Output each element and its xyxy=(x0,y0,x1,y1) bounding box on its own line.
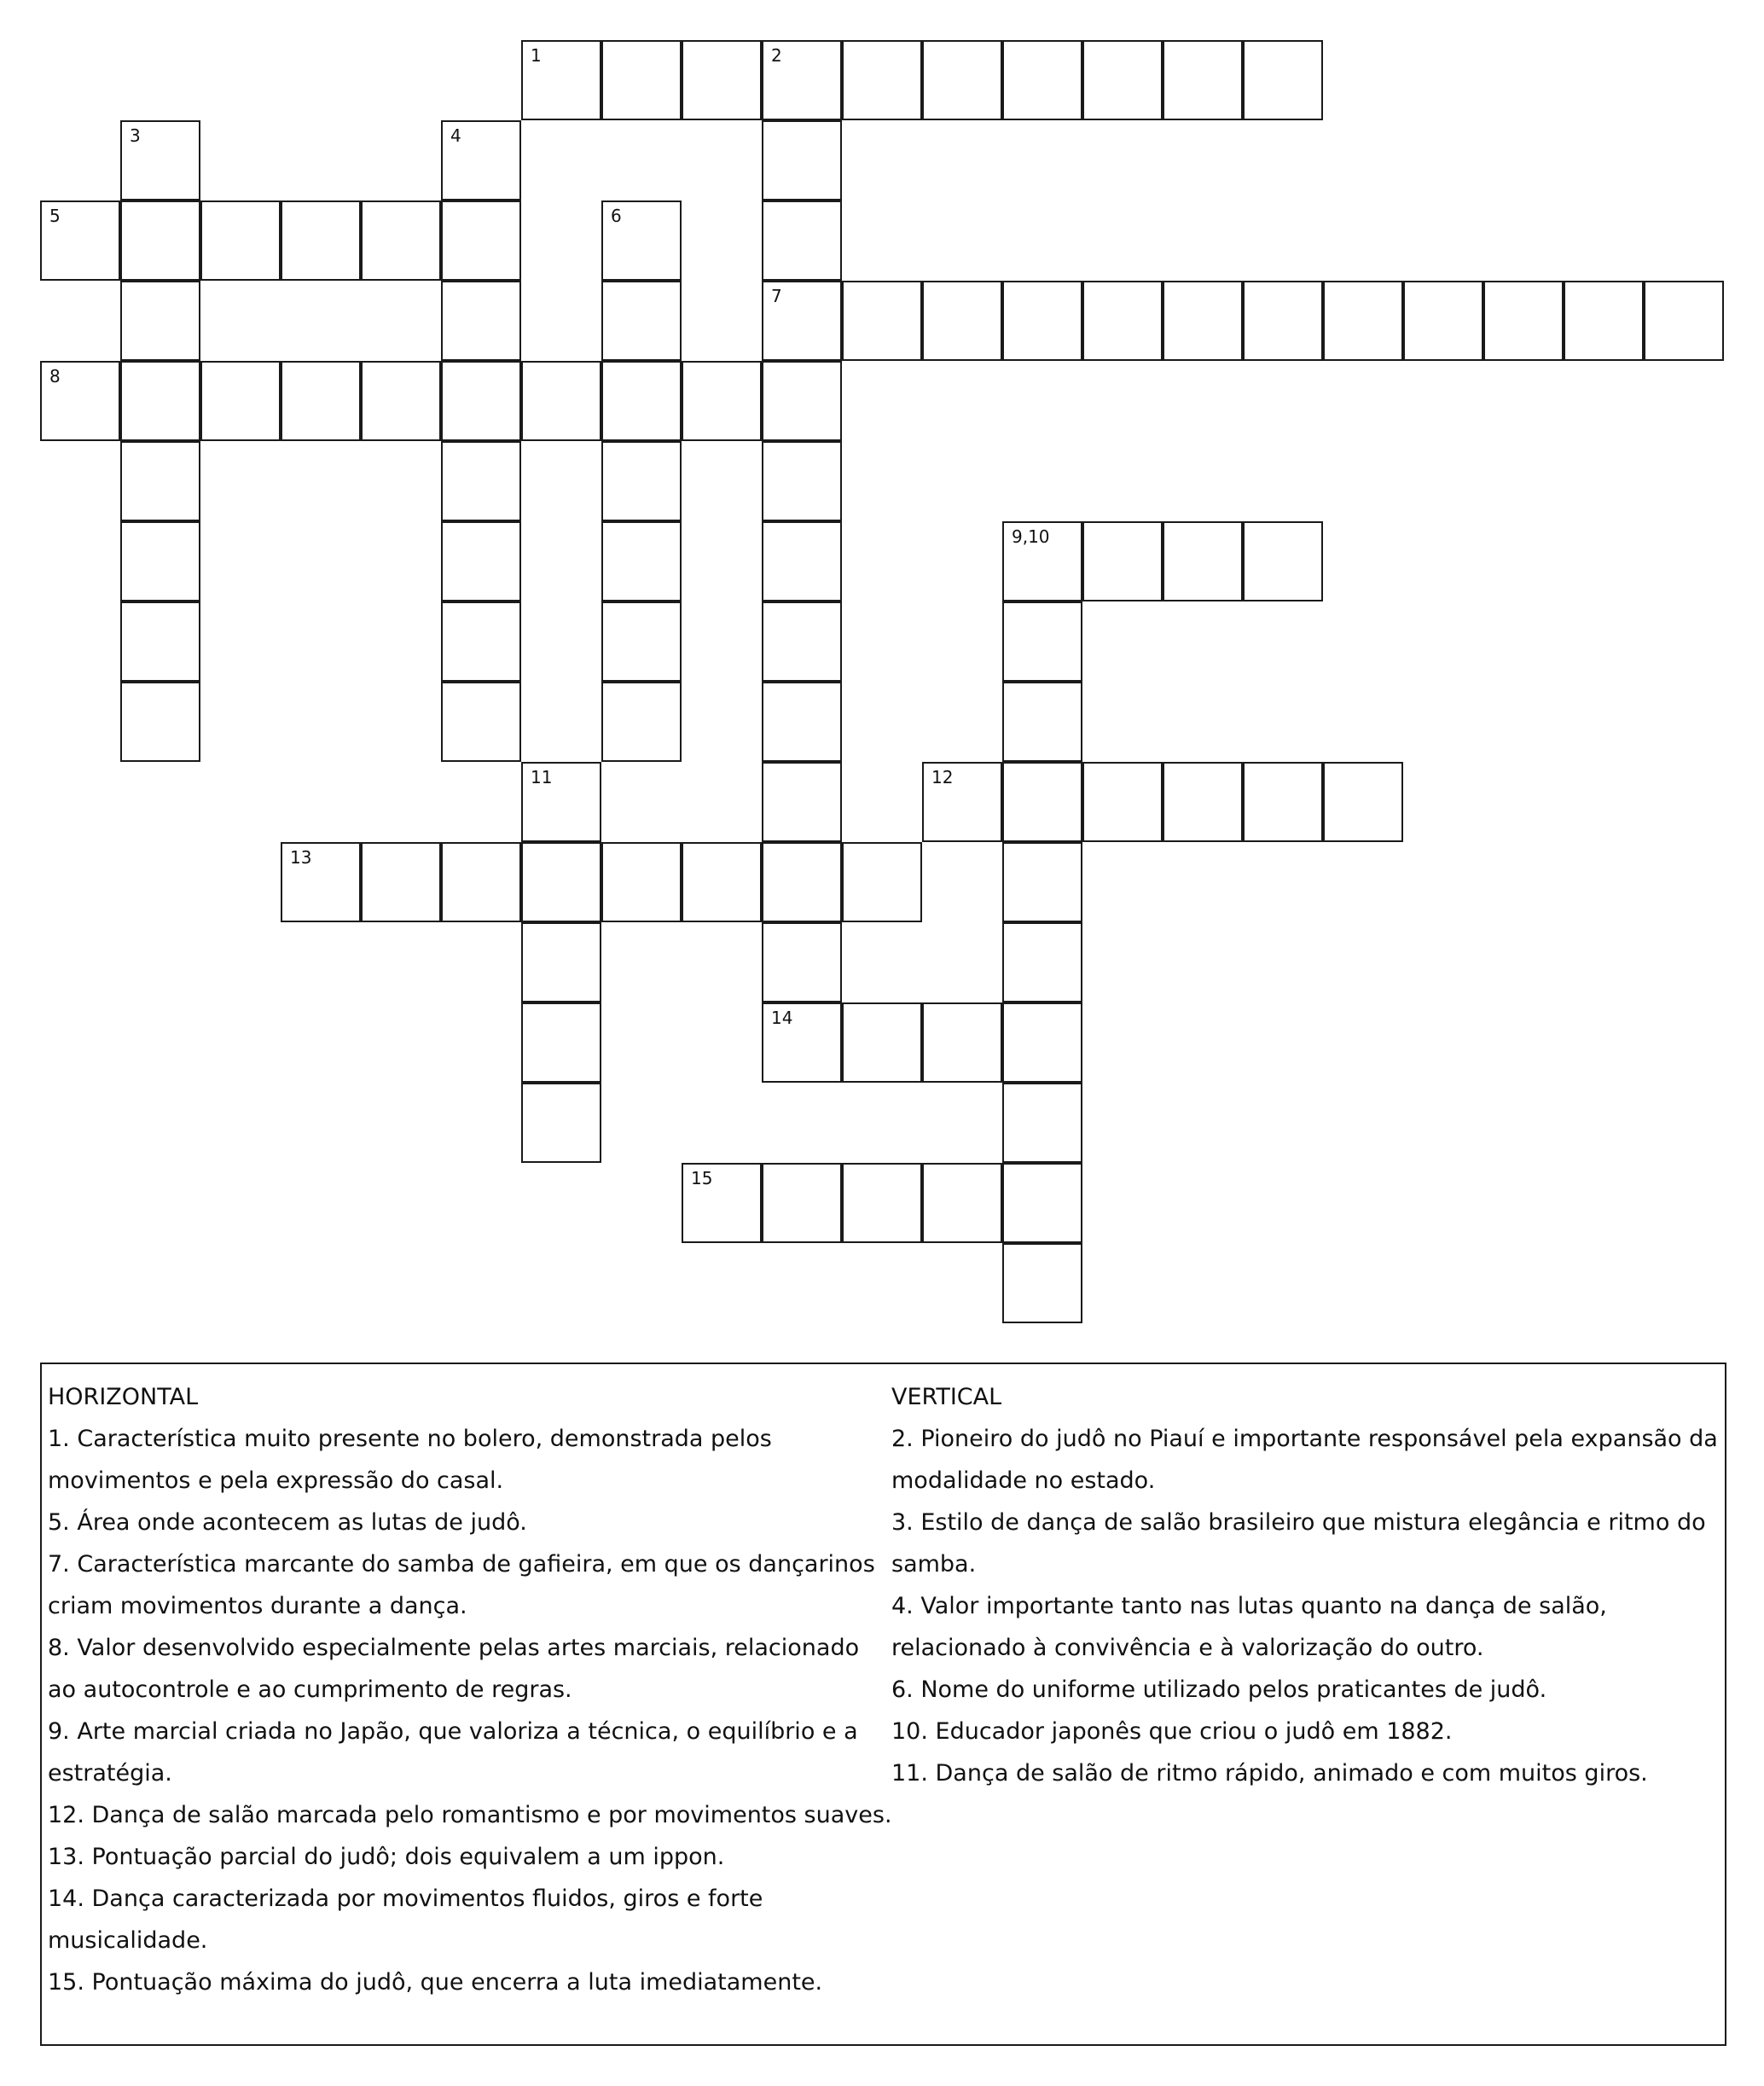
vertical-clues xyxy=(891,1376,1719,1794)
clues-box xyxy=(40,1363,1726,2046)
crossword-cell[interactable] xyxy=(1403,281,1483,361)
clue-number: 13 xyxy=(290,847,312,868)
crossword-cell[interactable] xyxy=(922,762,1002,842)
horizontal-clue-line: ao autocontrole e ao cumprimento de regras. xyxy=(48,1676,572,1703)
crossword-cell[interactable] xyxy=(1082,40,1163,120)
vertical-clue-line: relacionado à convivência e à valorização do outro. xyxy=(891,1635,1484,1661)
crossword-cell[interactable] xyxy=(1002,762,1082,842)
crossword-cell[interactable] xyxy=(1002,40,1082,120)
crossword-cell[interactable] xyxy=(441,601,521,682)
crossword-cell[interactable] xyxy=(120,361,200,441)
crossword-cell[interactable] xyxy=(601,40,682,120)
crossword-cell[interactable] xyxy=(922,1002,1002,1083)
vertical-clue-line: modalidade no estado. xyxy=(891,1467,1156,1494)
horizontal-clue-line: 15. Pontuação máxima do judô, que encerra a luta imediatamente. xyxy=(48,1969,823,1996)
clue-number: 14 xyxy=(771,1008,793,1028)
crossword-cell[interactable] xyxy=(120,200,200,281)
crossword-cell[interactable] xyxy=(842,281,922,361)
crossword-cell[interactable] xyxy=(762,682,842,762)
clue-number: 4 xyxy=(450,125,461,146)
vertical-clue-line: samba. xyxy=(891,1551,977,1578)
crossword-cell[interactable] xyxy=(1323,762,1403,842)
crossword-cell[interactable] xyxy=(120,441,200,521)
crossword-cell[interactable] xyxy=(601,281,682,361)
crossword-cell[interactable] xyxy=(441,521,521,601)
clue-number: 1 xyxy=(531,45,542,66)
crossword-cell[interactable] xyxy=(922,40,1002,120)
crossword-cell[interactable] xyxy=(40,200,120,281)
crossword-cell[interactable] xyxy=(120,281,200,361)
crossword-cell[interactable] xyxy=(762,441,842,521)
crossword-cell[interactable] xyxy=(762,1002,842,1083)
vertical-clue-line: 10. Educador japonês que criou o judô em 1882. xyxy=(891,1718,1453,1745)
horizontal-clue-line: 1. Característica muito presente no bolero, demonstrada pelos xyxy=(48,1426,772,1452)
vertical-clue-line: 3. Estilo de dança de salão brasileiro que mistura elegância e ritmo do xyxy=(891,1509,1706,1536)
crossword-cell[interactable] xyxy=(601,521,682,601)
crossword-cell[interactable] xyxy=(361,200,441,281)
crossword-cell[interactable] xyxy=(521,842,601,922)
crossword-cell[interactable] xyxy=(361,361,441,441)
crossword-cell[interactable] xyxy=(521,1002,601,1083)
crossword-cell[interactable] xyxy=(441,361,521,441)
horizontal-clue-line: criam movimentos durante a dança. xyxy=(48,1593,467,1619)
crossword-cell[interactable] xyxy=(762,40,842,120)
crossword-cell[interactable] xyxy=(281,361,361,441)
crossword-cell[interactable] xyxy=(361,842,441,922)
horizontal-clue-line: estratégia. xyxy=(48,1760,172,1787)
crossword-cell[interactable] xyxy=(762,842,842,922)
crossword-cell[interactable] xyxy=(682,842,762,922)
crossword-cell[interactable] xyxy=(1082,762,1163,842)
clue-number: 15 xyxy=(691,1168,713,1188)
crossword-cell[interactable] xyxy=(1002,521,1082,601)
horizontal-clue-line: 12. Dança de salão marcada pelo romantismo e por movimentos suaves. xyxy=(48,1802,892,1828)
crossword-cell[interactable] xyxy=(601,842,682,922)
crossword-cell[interactable] xyxy=(1002,1163,1082,1243)
horizontal-clue-line: 8. Valor desenvolvido especialmente pelas artes marciais, relacionado xyxy=(48,1635,860,1661)
crossword-cell[interactable] xyxy=(1644,281,1724,361)
crossword-cell[interactable] xyxy=(1002,281,1082,361)
crossword-cell[interactable] xyxy=(762,120,842,200)
crossword-cell[interactable] xyxy=(762,922,842,1002)
crossword-cell[interactable] xyxy=(762,762,842,842)
crossword-cell[interactable] xyxy=(521,1083,601,1163)
clue-number: 11 xyxy=(531,767,553,787)
crossword-cell[interactable] xyxy=(1082,281,1163,361)
crossword-cell[interactable] xyxy=(842,1002,922,1083)
vertical-clue-line: 2. Pioneiro do judô no Piauí e importante responsável pela expansão da xyxy=(891,1426,1718,1452)
crossword-cell[interactable] xyxy=(601,441,682,521)
crossword-cell[interactable] xyxy=(1163,762,1243,842)
crossword-cell[interactable] xyxy=(762,281,842,361)
crossword-cell[interactable] xyxy=(40,361,120,441)
crossword-cell[interactable] xyxy=(762,200,842,281)
crossword-cell[interactable] xyxy=(521,922,601,1002)
crossword-cell[interactable] xyxy=(1243,762,1323,842)
crossword-cell[interactable] xyxy=(922,1163,1002,1243)
clue-number: 5 xyxy=(49,206,61,226)
vertical-clue-line: 11. Dança de salão de ritmo rápido, animado e com muitos giros. xyxy=(891,1760,1648,1787)
crossword-cell[interactable] xyxy=(1002,1243,1082,1323)
crossword-cell[interactable] xyxy=(200,200,281,281)
crossword-cell[interactable] xyxy=(842,1163,922,1243)
crossword-cell[interactable] xyxy=(601,601,682,682)
clue-number: 12 xyxy=(931,767,954,787)
crossword-cell[interactable] xyxy=(762,601,842,682)
crossword-cell[interactable] xyxy=(601,682,682,762)
crossword-cell[interactable] xyxy=(521,762,601,842)
clue-number: 7 xyxy=(771,286,782,306)
horizontal-clue-line: musicalidade. xyxy=(48,1927,208,1954)
horizontal-clue-line: 7. Característica marcante do samba de gafieira, em que os dançarinos xyxy=(48,1551,875,1578)
clue-number: 6 xyxy=(611,206,622,226)
crossword-cell[interactable] xyxy=(682,40,762,120)
crossword-cell[interactable] xyxy=(682,361,762,441)
horizontal-clues xyxy=(48,1376,892,2003)
horizontal-clue-line: 9. Arte marcial criada no Japão, que valoriza a técnica, o equilíbrio e a xyxy=(48,1718,858,1745)
crossword-cell[interactable] xyxy=(1243,521,1323,601)
crossword-cell[interactable] xyxy=(1163,521,1243,601)
crossword-cell[interactable] xyxy=(1082,521,1163,601)
crossword-cell[interactable] xyxy=(1002,1002,1082,1083)
crossword-cell[interactable] xyxy=(441,441,521,521)
crossword-cell[interactable] xyxy=(281,842,361,922)
clue-number: 3 xyxy=(130,125,141,146)
crossword-cell[interactable] xyxy=(441,682,521,762)
horizontal-clue-line: 13. Pontuação parcial do judô; dois equivalem a um ippon. xyxy=(48,1844,725,1870)
crossword-cell[interactable] xyxy=(521,361,601,441)
vertical-clue-line: 4. Valor importante tanto nas lutas quanto na dança de salão, xyxy=(891,1593,1607,1619)
vertical-clue-line: 6. Nome do uniforme utilizado pelos praticantes de judô. xyxy=(891,1676,1547,1703)
crossword-cell[interactable] xyxy=(762,521,842,601)
crossword-cell[interactable] xyxy=(441,842,521,922)
crossword-cell[interactable] xyxy=(922,281,1002,361)
horizontal-clue-line: 5. Área onde acontecem as lutas de judô. xyxy=(48,1509,527,1536)
crossword-cell[interactable] xyxy=(441,200,521,281)
crossword-cell[interactable] xyxy=(1002,601,1082,682)
crossword-cell[interactable] xyxy=(1323,281,1403,361)
horizontal-heading: HORIZONTAL xyxy=(48,1384,199,1410)
crossword-cell[interactable] xyxy=(120,601,200,682)
crossword-cell[interactable] xyxy=(441,120,521,200)
crossword-cell[interactable] xyxy=(200,361,281,441)
crossword-cell[interactable] xyxy=(601,200,682,281)
crossword-cell[interactable] xyxy=(521,40,601,120)
crossword-cell[interactable] xyxy=(120,120,200,200)
crossword-cell[interactable] xyxy=(1163,281,1243,361)
crossword-cell[interactable] xyxy=(682,1163,762,1243)
crossword-cell[interactable] xyxy=(1483,281,1564,361)
crossword-cell[interactable] xyxy=(1243,40,1323,120)
horizontal-clue-line: 14. Dança caracterizada por movimentos fluidos, giros e forte xyxy=(48,1886,763,1912)
crossword-cell[interactable] xyxy=(1002,1083,1082,1163)
crossword-cell[interactable] xyxy=(281,200,361,281)
crossword-cell[interactable] xyxy=(1163,40,1243,120)
horizontal-clue-line: movimentos e pela expressão do casal. xyxy=(48,1467,504,1494)
crossword-cell[interactable] xyxy=(842,40,922,120)
crossword-cell[interactable] xyxy=(1002,922,1082,1002)
clue-number: 9,10 xyxy=(1012,526,1050,547)
clue-number: 8 xyxy=(49,366,61,386)
crossword-cell[interactable] xyxy=(120,682,200,762)
clue-number: 2 xyxy=(771,45,782,66)
crossword-cell[interactable] xyxy=(1002,682,1082,762)
crossword-cell[interactable] xyxy=(762,361,842,441)
crossword-cell[interactable] xyxy=(842,842,922,922)
crossword-cell[interactable] xyxy=(1564,281,1644,361)
crossword-cell[interactable] xyxy=(1243,281,1323,361)
crossword-cell[interactable] xyxy=(441,281,521,361)
vertical-heading: VERTICAL xyxy=(891,1384,1002,1410)
crossword-cell[interactable] xyxy=(601,361,682,441)
crossword-cell[interactable] xyxy=(762,1163,842,1243)
crossword-cell[interactable] xyxy=(120,521,200,601)
crossword-cell[interactable] xyxy=(1002,842,1082,922)
